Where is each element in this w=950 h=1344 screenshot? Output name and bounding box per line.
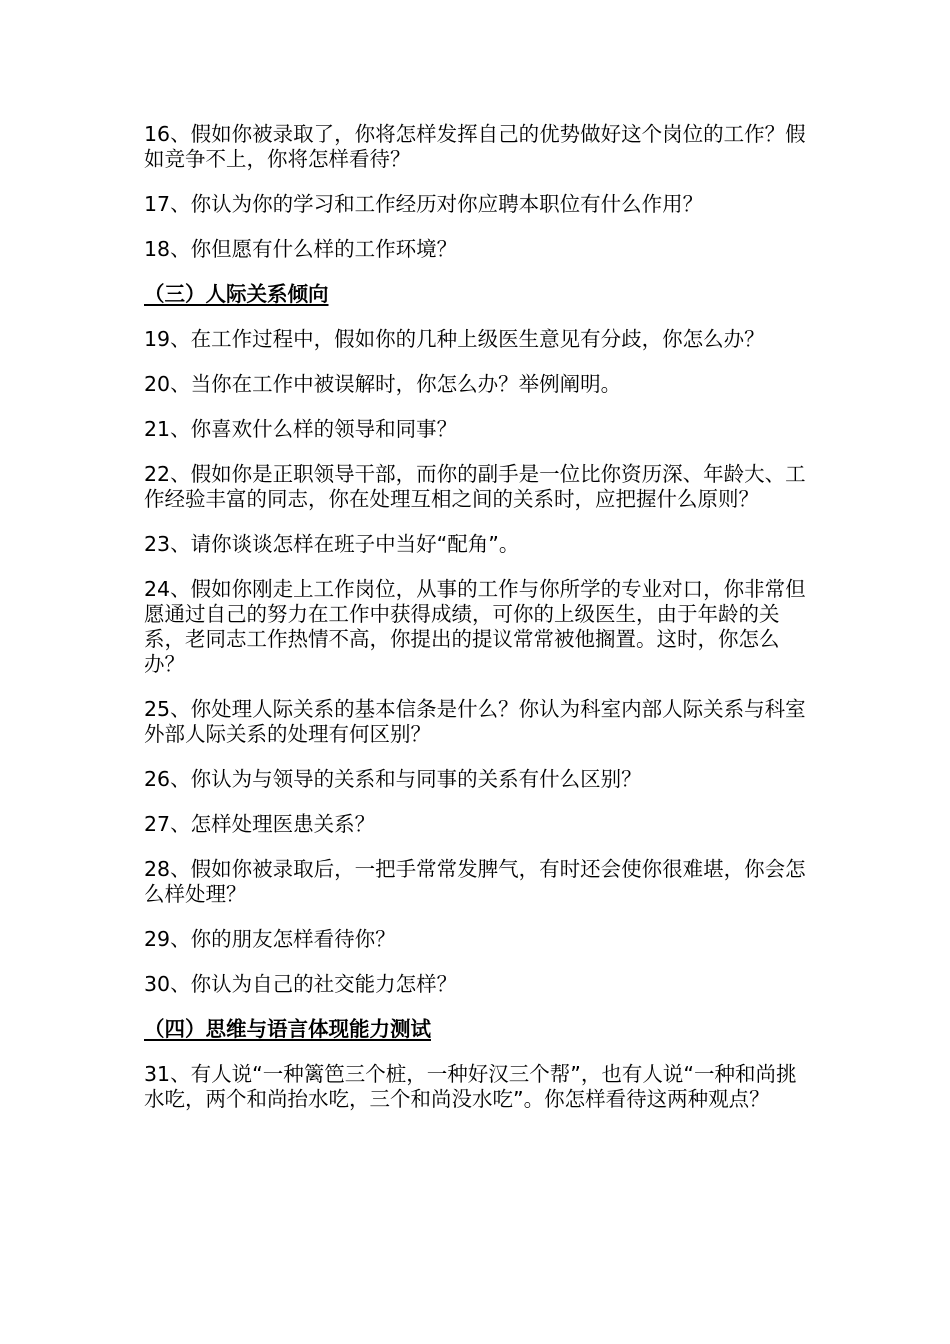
question-25: 25、你处理人际关系的基本信条是什么？你认为科室内部人际关系与科室外部人际关系的处理有何区别？ (144, 697, 806, 746)
question-29: 29、你的朋友怎样看待你？ (144, 927, 396, 951)
question-26: 26、你认为与领导的关系和与同事的关系有什么区别？ (144, 767, 642, 791)
question-28: 28、假如你被录取后，一把手常常发脾气，有时还会使你很难堪，你会怎么样处理？ (144, 857, 806, 906)
question-21: 21、你喜欢什么样的领导和同事？ (144, 417, 458, 441)
question-30: 30、你认为自己的社交能力怎样？ (144, 972, 458, 996)
section-heading-interpersonal: （三）人际关系倾向 (144, 282, 329, 306)
question-27: 27、怎样处理医患关系？ (144, 812, 376, 836)
question-18: 18、你但愿有什么样的工作环境？ (144, 237, 458, 261)
question-17: 17、你认为你的学习和工作经历对你应聘本职位有什么作用？ (144, 192, 704, 216)
section-heading-thinking-language: （四）思维与语言体现能力测试 (144, 1017, 431, 1041)
question-19: 19、在工作过程中，假如你的几种上级医生意见有分歧，你怎么办？ (144, 327, 765, 351)
question-20: 20、当你在工作中被误解时，你怎么办？举例阐明。 (144, 372, 622, 396)
question-16: 16、假如你被录取了，你将怎样发挥自己的优势做好这个岗位的工作？假如竞争不上，你将怎样看待？ (144, 122, 806, 171)
question-24: 24、假如你刚走上工作岗位，从事的工作与你所学的专业对口，你非常但愿通过自己的努力在工作中获得成绩，可你的上级医生，由于年龄的关系，老同志工作热情不高，你提出的提议常常被他搁置。这时，你怎么办？ (144, 577, 806, 676)
question-31: 31、有人说“一种篱笆三个桩，一种好汉三个帮”，也有人说“一种和尚挑水吃，两个和尚抬水吃，三个和尚没水吃”。你怎样看待这两种观点？ (144, 1062, 797, 1111)
question-22: 22、假如你是正职领导干部，而你的副手是一位比你资历深、年龄大、工作经验丰富的同志，你在处理互相之间的关系时，应把握什么原则？ (144, 462, 806, 511)
document-body (144, 122, 816, 1132)
question-23: 23、请你谈谈怎样在班子中当好“配角”。 (144, 532, 520, 556)
